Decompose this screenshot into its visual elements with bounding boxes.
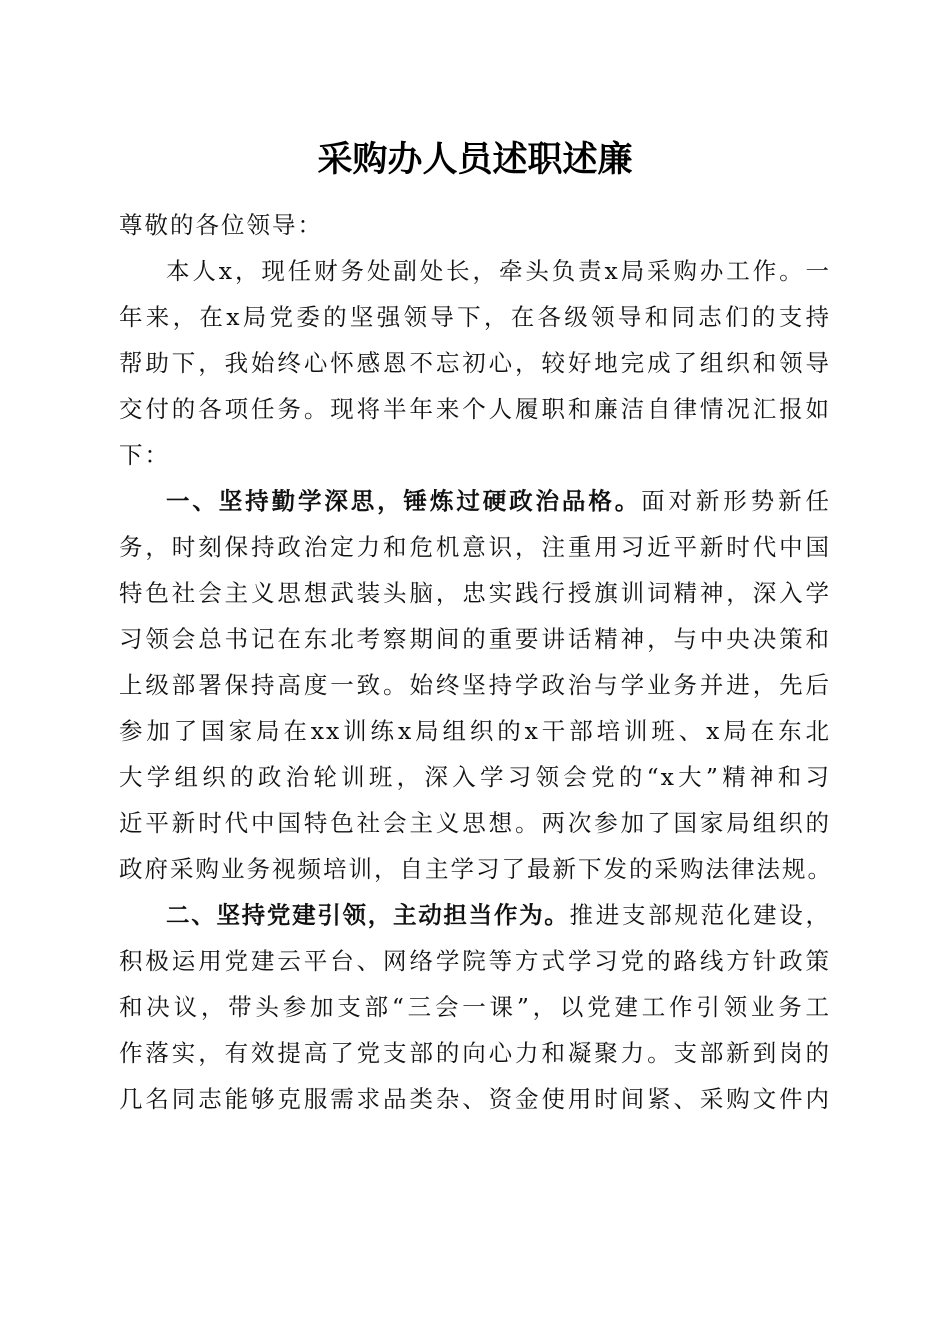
section-2-line: 和决议，带头参加支部“三会一课”，以党建工作引领业务工 <box>119 993 831 1021</box>
document-body <box>119 202 831 1122</box>
paragraph-line: 年来，在x局党委的坚强领导下，在各级领导和同志们的支持 <box>119 303 831 331</box>
section-2-first-line <box>119 892 831 938</box>
section-1-line: 特色社会主义思想武装头脑，忠实践行授旗训词精神，深入学 <box>119 579 831 607</box>
section-2-line: 几名同志能够克服需求品类杂、资金使用时间紧、采购文件内 <box>119 1085 831 1113</box>
section-1-line: 近平新时代中国特色社会主义思想。两次参加了国家局组织的 <box>119 809 831 837</box>
section-1-line: 习领会总书记在东北考察期间的重要讲话精神，与中央决策和 <box>119 625 831 653</box>
paragraph-line: 帮助下，我始终心怀感恩不忘初心，较好地完成了组织和领导 <box>119 349 831 377</box>
section-1-line: 参加了国家局在xx训练x局组织的x干部培训班、x局在东北 <box>119 717 831 745</box>
section-2-line: 作落实，有效提高了党支部的向心力和凝聚力。支部新到岗的 <box>119 1039 831 1067</box>
section-1-heading: 一、坚持勤学深思，锤炼过硬政治品格。 <box>166 487 642 515</box>
section-2-heading: 二、坚持党建引领，主动担当作为。 <box>166 901 570 929</box>
section-1-first-line <box>119 478 831 524</box>
paragraph-line: 交付的各项任务。现将半年来个人履职和廉洁自律情况汇报如 <box>119 395 831 423</box>
section-2-line: 积极运用党建云平台、网络学院等方式学习党的路线方针政策 <box>119 947 831 975</box>
document-title: 采购办人员述职述廉 <box>317 139 633 180</box>
section-1-first-line-text: 面对新形势新任 <box>641 487 831 515</box>
section-1-line: 政府采购业务视频培训，自主学习了最新下发的采购法律法规。 <box>119 855 833 883</box>
paragraph-line: 下： <box>119 441 170 469</box>
section-1-line: 上级部署保持高度一致。始终坚持学政治与学业务并进，先后 <box>119 671 831 699</box>
salutation: 尊敬的各位领导： <box>119 211 323 239</box>
section-1-line: 大学组织的政治轮训班，深入学习领会党的“x大”精神和习 <box>119 763 831 791</box>
section-1-line: 务，时刻保持政治定力和危机意识，注重用习近平新时代中国 <box>119 533 831 561</box>
section-2-first-line-text: 推进支部规范化建设， <box>569 901 832 929</box>
paragraph-line: 本人x，现任财务处副处长，牵头负责x局采购办工作。一 <box>166 257 831 285</box>
